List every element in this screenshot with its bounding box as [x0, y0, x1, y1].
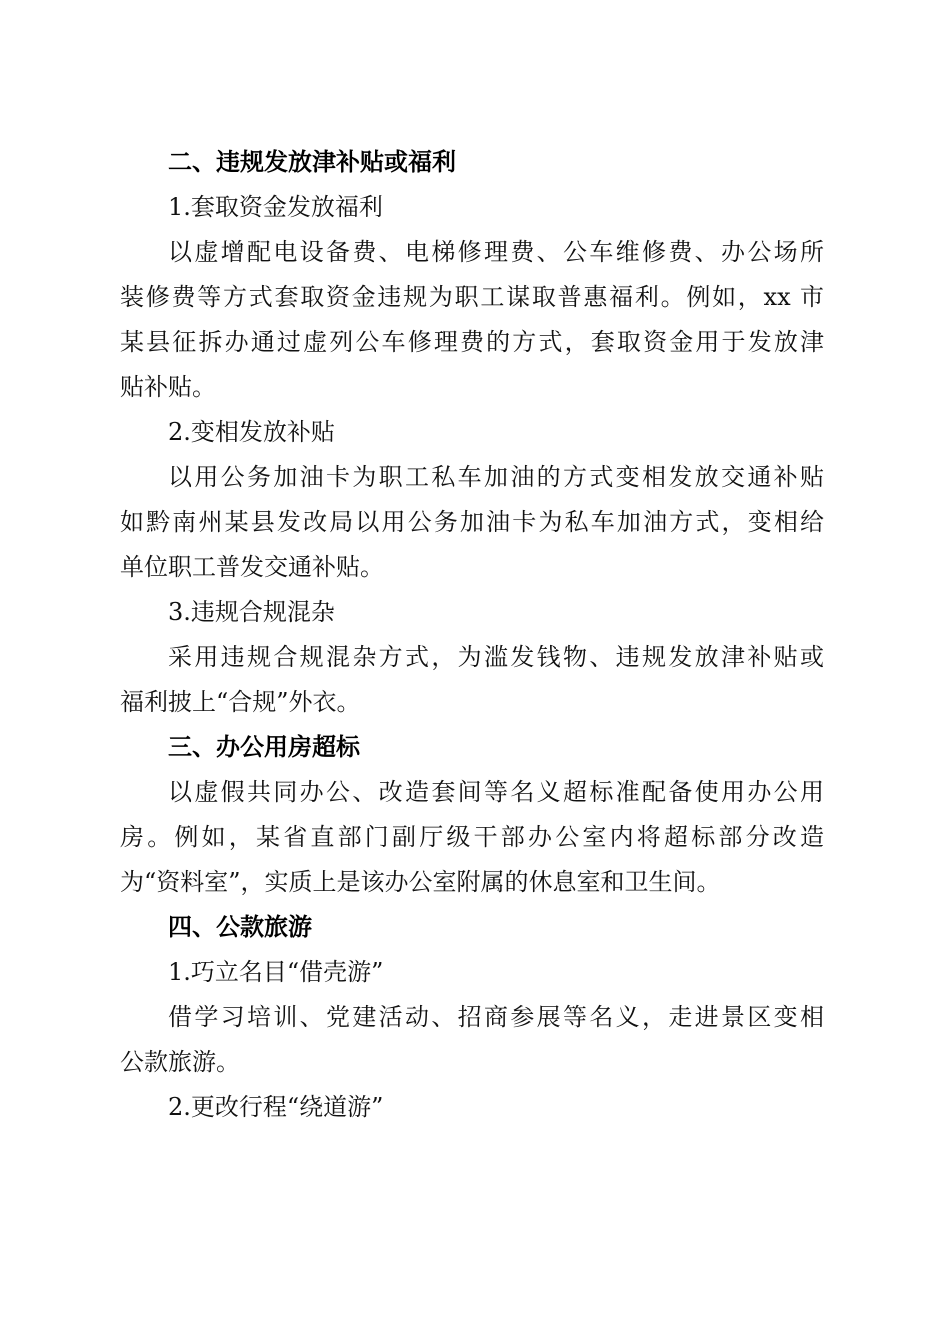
item-title-4-2: 2.更改行程“绕道游”	[168, 1093, 384, 1121]
section-heading-3: 三、办公用房超标	[168, 733, 360, 761]
paragraph-line: 采用违规合规混杂方式，为滥发钱物、违规发放津补贴或	[168, 643, 824, 671]
paragraph-line: 公款旅游。	[120, 1048, 240, 1076]
paragraph-2-3	[120, 635, 824, 725]
item-title-2-2: 2.变相发放补贴	[168, 418, 335, 446]
paragraph-line: 以虚增配电设备费、电梯修理费、公车维修费、办公场所	[168, 238, 824, 266]
section-heading-4: 四、公款旅游	[168, 913, 312, 941]
paragraph-3	[120, 770, 824, 905]
item-title-2-1: 1.套取资金发放福利	[168, 193, 383, 221]
paragraph-line: 以用公务加油卡为职工私车加油的方式变相发放交通补贴	[168, 463, 824, 491]
paragraph-line: 房。例如，某省直部门副厅级干部办公室内将超标部分改造	[120, 823, 824, 851]
paragraph-line: 某县征拆办通过虚列公车修理费的方式，套取资金用于发放津	[120, 328, 824, 356]
paragraph-line: 以虚假共同办公、改造套间等名义超标准配备使用办公用	[168, 778, 824, 806]
paragraph-line: 福利披上“合规”外衣。	[120, 688, 361, 716]
section-heading-2: 二、违规发放津补贴或福利	[168, 148, 456, 176]
paragraph-line: 单位职工普发交通补贴。	[120, 553, 384, 581]
paragraph-2-2	[120, 455, 824, 590]
paragraph-line: 借学习培训、党建活动、招商参展等名义，走进景区变相	[168, 1003, 824, 1031]
paragraph-line: 为“资料室”，实质上是该办公室附属的休息室和卫生间。	[120, 868, 721, 896]
document-body	[120, 140, 824, 1130]
paragraph-4-1	[120, 995, 824, 1085]
paragraph-2-1	[120, 230, 824, 410]
item-title-2-3: 3.违规合规混杂	[168, 598, 335, 626]
paragraph-line: 装修费等方式套取资金违规为职工谋取普惠福利。例如，xx 市	[120, 283, 824, 311]
item-title-4-1: 1.巧立名目“借壳游”	[168, 958, 384, 986]
paragraph-line: 贴补贴。	[120, 373, 216, 401]
paragraph-line: 如黔南州某县发改局以用公务加油卡为私车加油方式，变相给	[120, 508, 824, 536]
